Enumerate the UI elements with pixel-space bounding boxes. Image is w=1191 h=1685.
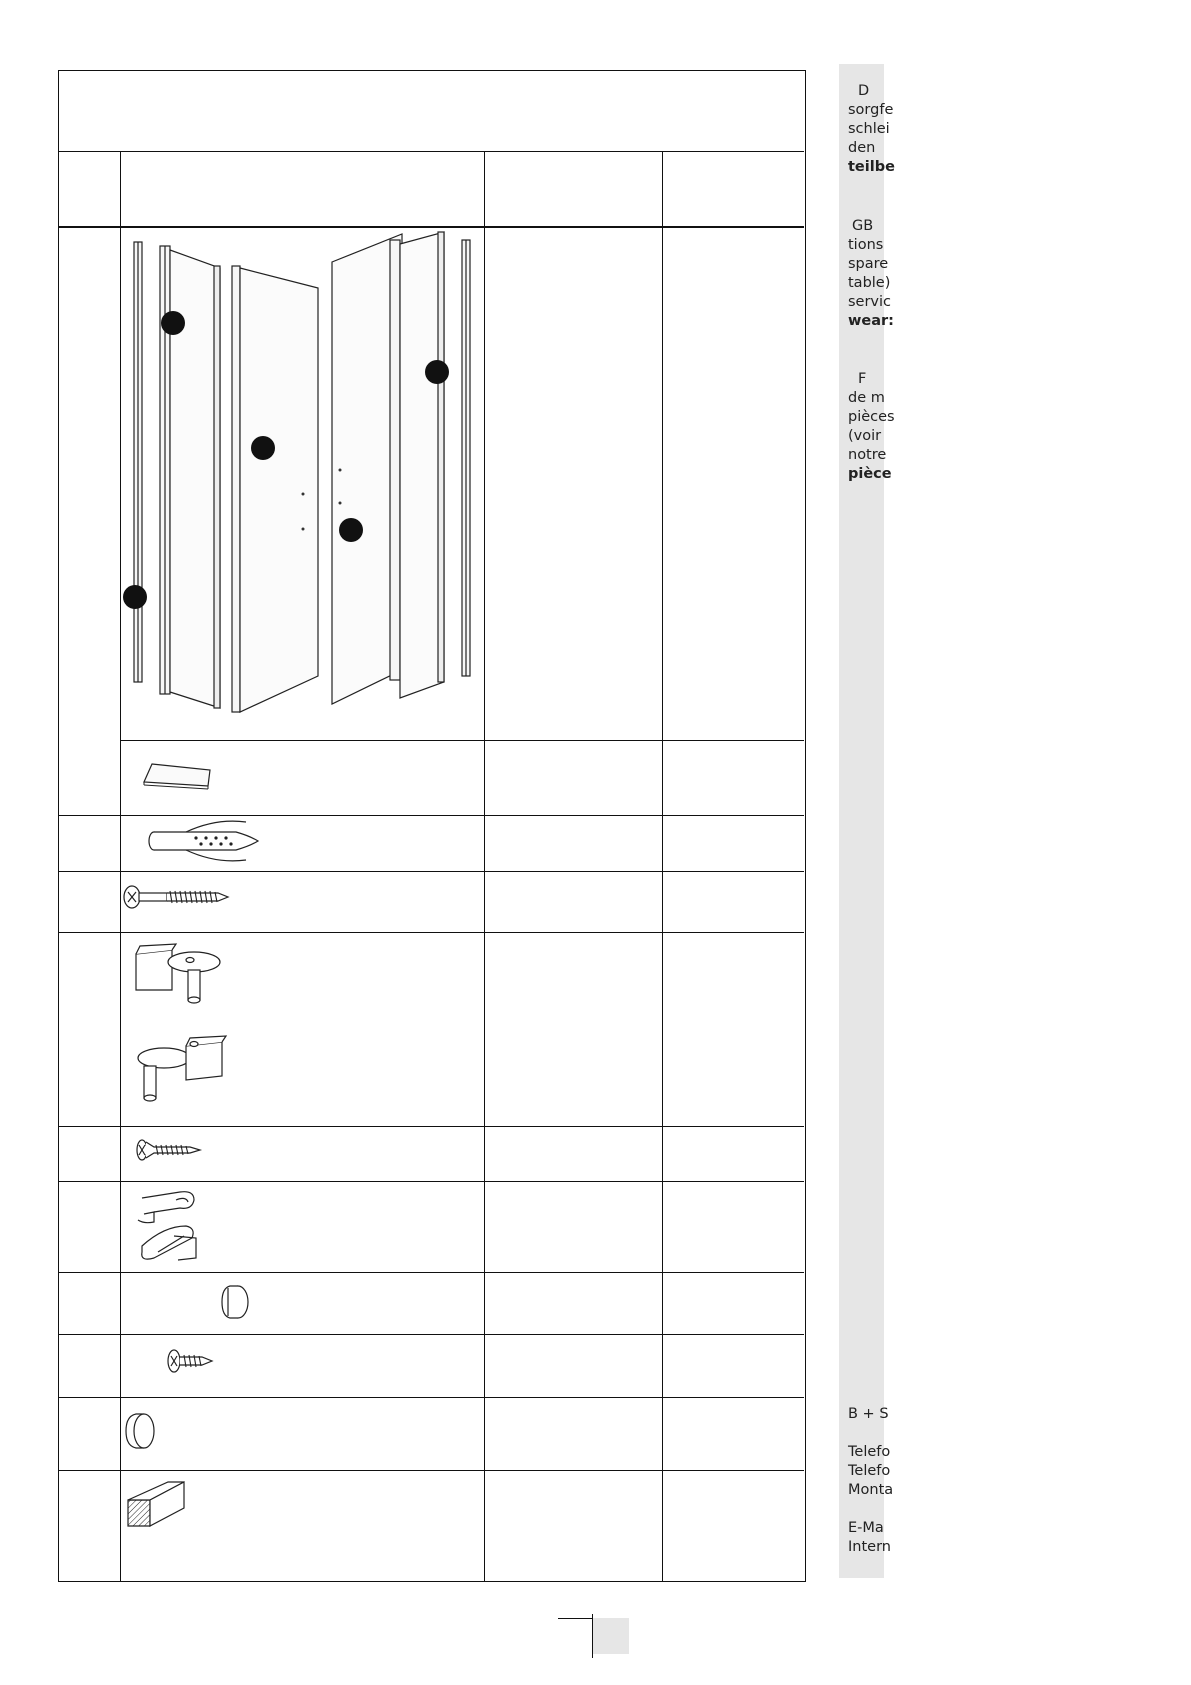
header-divider bbox=[58, 151, 804, 152]
column-divider bbox=[484, 151, 485, 1582]
sidebar-line: pièces bbox=[848, 409, 895, 425]
sidebar-line: den bbox=[848, 140, 876, 156]
row-divider bbox=[58, 815, 804, 816]
row-divider bbox=[58, 1181, 804, 1182]
language-sidebar bbox=[839, 64, 895, 1578]
sidebar-line: sorgfe bbox=[848, 102, 894, 118]
column-header-divider bbox=[58, 226, 804, 228]
glass-plate-icon bbox=[140, 762, 220, 792]
small-screw-icon bbox=[166, 1346, 216, 1376]
sidebar-line: wear: bbox=[848, 313, 894, 329]
row-divider bbox=[58, 1470, 804, 1471]
row-divider bbox=[120, 740, 804, 741]
sidebar-line: F bbox=[858, 371, 867, 387]
sidebar-line: D bbox=[858, 83, 870, 99]
sidebar-line: GB bbox=[852, 218, 874, 234]
sidebar-line: E-Ma bbox=[848, 1520, 884, 1536]
row-divider bbox=[58, 1334, 804, 1335]
wood-block-icon bbox=[124, 1478, 190, 1530]
row-divider bbox=[58, 1126, 804, 1127]
cylinder-cap-icon bbox=[124, 1410, 156, 1452]
column-divider bbox=[662, 151, 663, 1582]
sidebar-company: B + S bbox=[848, 1406, 889, 1422]
sidebar-line: Telefo bbox=[848, 1444, 891, 1460]
sidebar-line: notre bbox=[848, 447, 887, 463]
row-divider bbox=[58, 1397, 804, 1398]
column-divider bbox=[120, 151, 121, 1582]
sidebar-line: tions bbox=[848, 237, 884, 253]
screw-icon bbox=[122, 882, 232, 912]
sidebar-line: schlei bbox=[848, 121, 890, 137]
sidebar-line: spare bbox=[848, 256, 889, 272]
shower-panels-illustration bbox=[122, 230, 484, 716]
sidebar-line: table) bbox=[848, 275, 891, 291]
wall-plug-icon bbox=[146, 818, 264, 864]
row-divider bbox=[58, 1272, 804, 1273]
sidebar-line: servic bbox=[848, 294, 892, 310]
row-divider bbox=[58, 932, 804, 933]
sidebar-line: pièce bbox=[848, 466, 892, 482]
sidebar-line: de m bbox=[848, 390, 885, 406]
round-cap-icon bbox=[218, 1280, 252, 1324]
sidebar-line: Telefo bbox=[848, 1463, 891, 1479]
countersunk-screw-icon bbox=[134, 1136, 204, 1164]
sidebar-line: (voir bbox=[848, 428, 882, 444]
sidebar-line: Intern bbox=[848, 1539, 891, 1555]
row-divider bbox=[58, 871, 804, 872]
page-number-box bbox=[593, 1618, 629, 1654]
seal-clip-icon bbox=[134, 1186, 204, 1268]
sidebar-line: teilbe bbox=[848, 159, 895, 175]
hinge-bracket-icon bbox=[132, 942, 232, 1122]
sidebar-line: Monta bbox=[848, 1482, 894, 1498]
